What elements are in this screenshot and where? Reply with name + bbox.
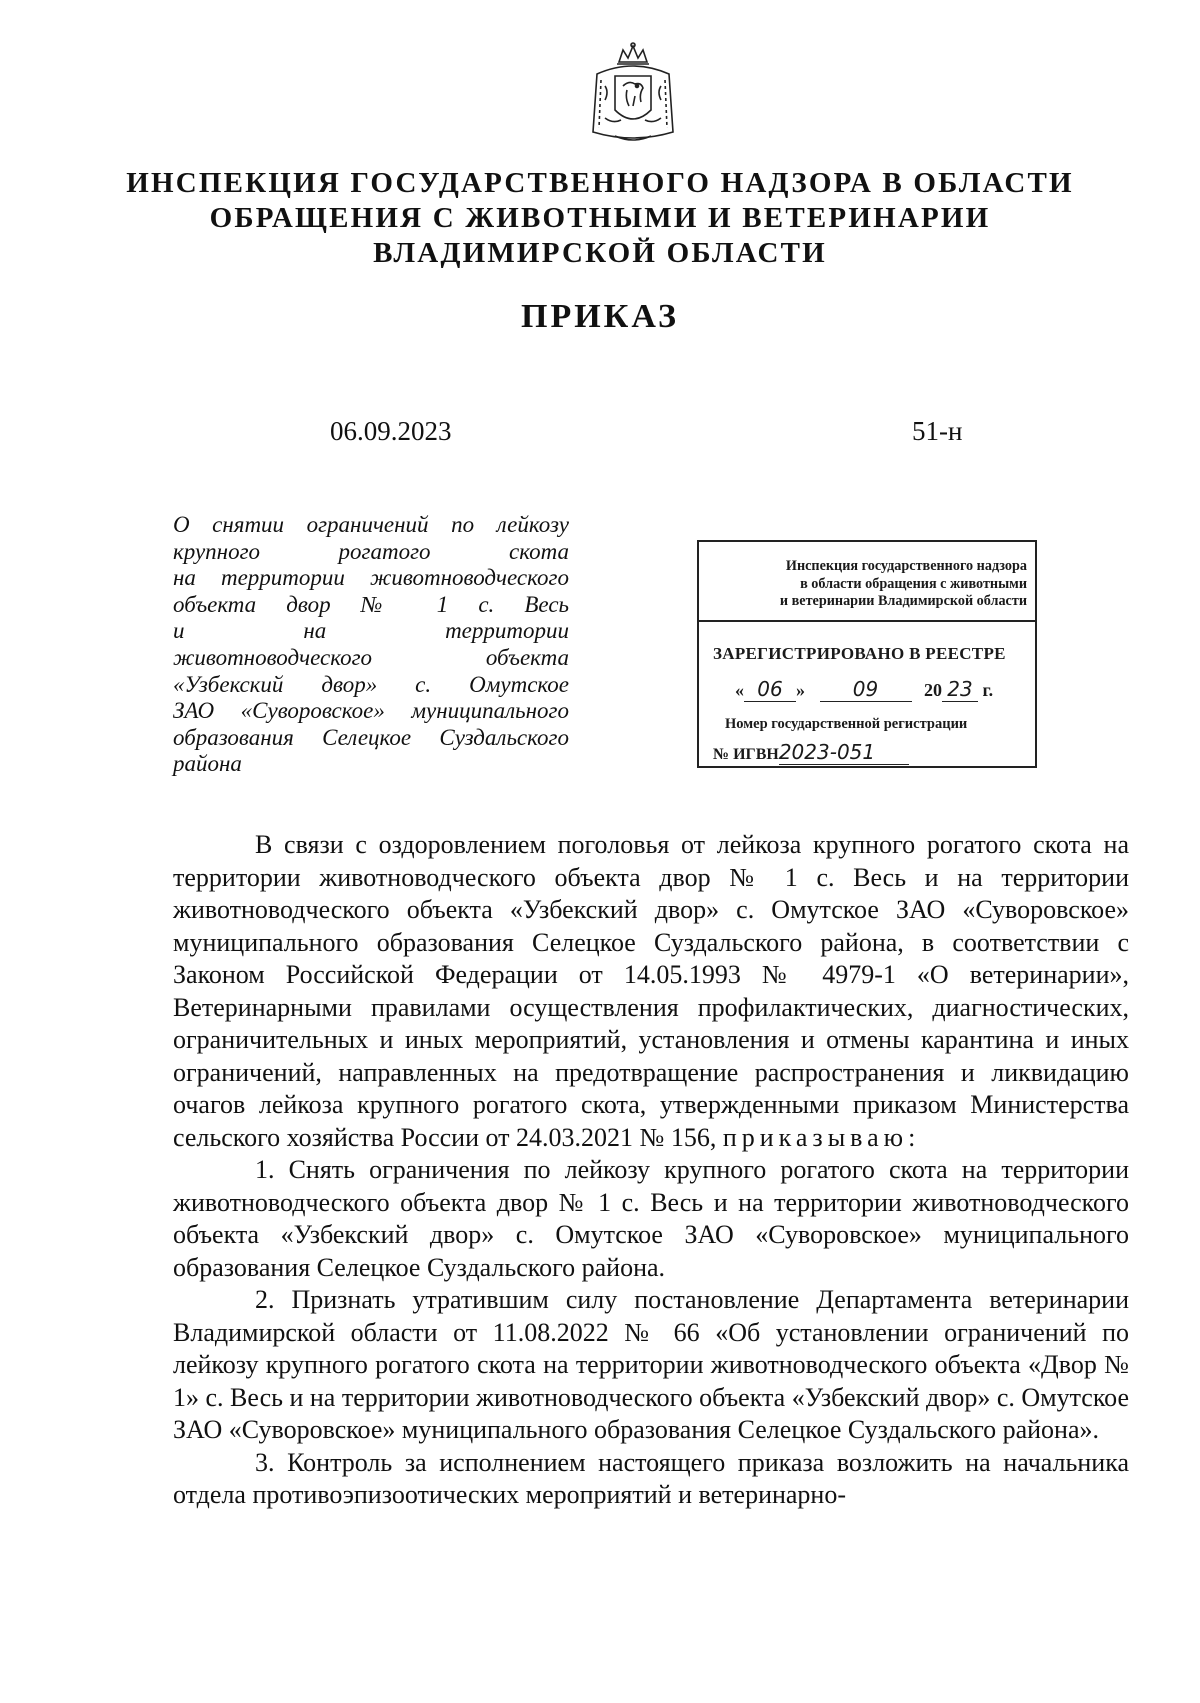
document-number: 51-н xyxy=(912,416,963,446)
organization-title-line: ИНСПЕКЦИЯ ГОСУДАРСТВЕННОГО НАДЗОРА В ОБЛАСТИ xyxy=(126,167,1074,199)
body-paragraph-item: 3. Контроль за исполнением настоящего приказа возложить на начальника отдела противоэпизоотических мероприятий и ветеринарно- xyxy=(173,1447,1129,1509)
organization-title-line: ОБРАЩЕНИЯ С ЖИВОТНЫМИ И ВЕТЕРИНАРИИ xyxy=(209,202,991,234)
stamp-quote-open: « xyxy=(735,680,744,700)
subject-line: на территории животноводческого xyxy=(173,565,569,591)
stamp-year-prefix: 20 xyxy=(924,680,942,700)
organization-title-line: ВЛАДИМИРСКОЙ ОБЛАСТИ xyxy=(373,237,827,269)
document-subject xyxy=(173,512,569,778)
vladimir-region-coat-of-arms-icon xyxy=(585,40,681,148)
body-paragraph-item: 1. Снять ограничения по лейкозу крупного рогатого скота на территории животноводческого объекта двор № 1 с. Весь и на территории животноводческого объекта «Узбекский двор» с. Омутское ЗАО «Суворовское» муниципального образования Селецкое Суздальского района. xyxy=(173,1155,1129,1282)
stamp-reg-number-label: Номер государственной регистрации xyxy=(725,716,968,732)
subject-line: ЗАО «Суворовское» муниципального xyxy=(173,698,569,724)
document-date: 06.09.2023 xyxy=(330,416,452,446)
subject-line: района xyxy=(173,751,242,777)
subject-line: О снятии ограничений по лейкозу xyxy=(173,512,569,537)
order-word: приказываю: xyxy=(722,1122,921,1152)
stamp-reg-number-row xyxy=(713,740,909,765)
stamp-year-unit: г. xyxy=(982,680,994,700)
body-paragraph-item: 2. Признать утратившим силу постановление Департамента ветеринарии Владимирской области от 11.08.2022 № 66 «Об установлении ограничений по лейкозу крупного рогатого скота на территории животноводческого объекта «Двор № 1» с. Весь и на территории животноводческого объекта «Узбекский двор» с. Омутское ЗАО «Суворовское» муниципального образования Селецкое Суздальского района». xyxy=(173,1285,1129,1444)
body-paragraph-intro xyxy=(173,829,1129,1154)
registration-stamp xyxy=(697,540,1037,768)
document-body xyxy=(173,829,1129,1512)
stamp-organization-line: и ветеринарии Владимирской области xyxy=(779,593,1027,609)
organization-title xyxy=(120,166,1080,271)
stamp-reg-number-handwritten: 2023-051 xyxy=(779,740,909,765)
stamp-year-handwritten: 23 xyxy=(942,677,978,702)
stamp-organization xyxy=(707,558,1027,611)
body-intro-text: В связи с оздоровлением поголовья от лейкоза крупного рогатого скота на территории животноводческого объекта двор № 1 с. Весь и на территории животноводческого объекта «Узбекский двор» с. Омутское ЗАО «Суворовское» муниципального образования Селецкое Суздальского района, в соответствии с Законом Российской Федерации от 14.05.1993 № 4979-1 «О ветеринарии», Ветеринарными правилами осуществления профилактических, диагностических, ограничительных и иных мероприятий, установления и отмены карантина и иных ограничений, направленных на предотвращение распространения и ликвидацию очагов лейкоза крупного рогатого скота, утвержденными приказом Министерства сельского хозяйства России от 24.03.2021 № 156, xyxy=(173,830,1129,1152)
stamp-quote-close: » xyxy=(796,680,805,700)
stamp-reg-prefix: № ИГВН xyxy=(713,746,779,763)
stamp-organization-line: в области обращения с животными xyxy=(800,575,1027,592)
subject-line: животноводческого объекта xyxy=(173,644,569,670)
stamp-month-handwritten: 09 xyxy=(820,677,912,702)
subject-line: крупного рогатого скота xyxy=(173,538,569,564)
stamp-organization-line: Инспекция государственного надзора xyxy=(785,558,1027,574)
subject-line: «Узбекский двор» с. Омутское xyxy=(173,671,569,697)
stamp-day-handwritten: 06 xyxy=(744,677,796,702)
stamp-registered-label: ЗАРЕГИСТРИРОВАНО В РЕЕСТРЕ xyxy=(713,644,1006,663)
subject-line: и на территории xyxy=(173,618,569,644)
subject-line: образования Селецкое Суздальского xyxy=(173,724,569,750)
subject-line: объекта двор № 1 с. Весь xyxy=(173,591,569,617)
document-type-title: ПРИКАЗ xyxy=(521,298,679,335)
stamp-divider xyxy=(699,620,1035,622)
stamp-registration-date xyxy=(735,677,993,702)
